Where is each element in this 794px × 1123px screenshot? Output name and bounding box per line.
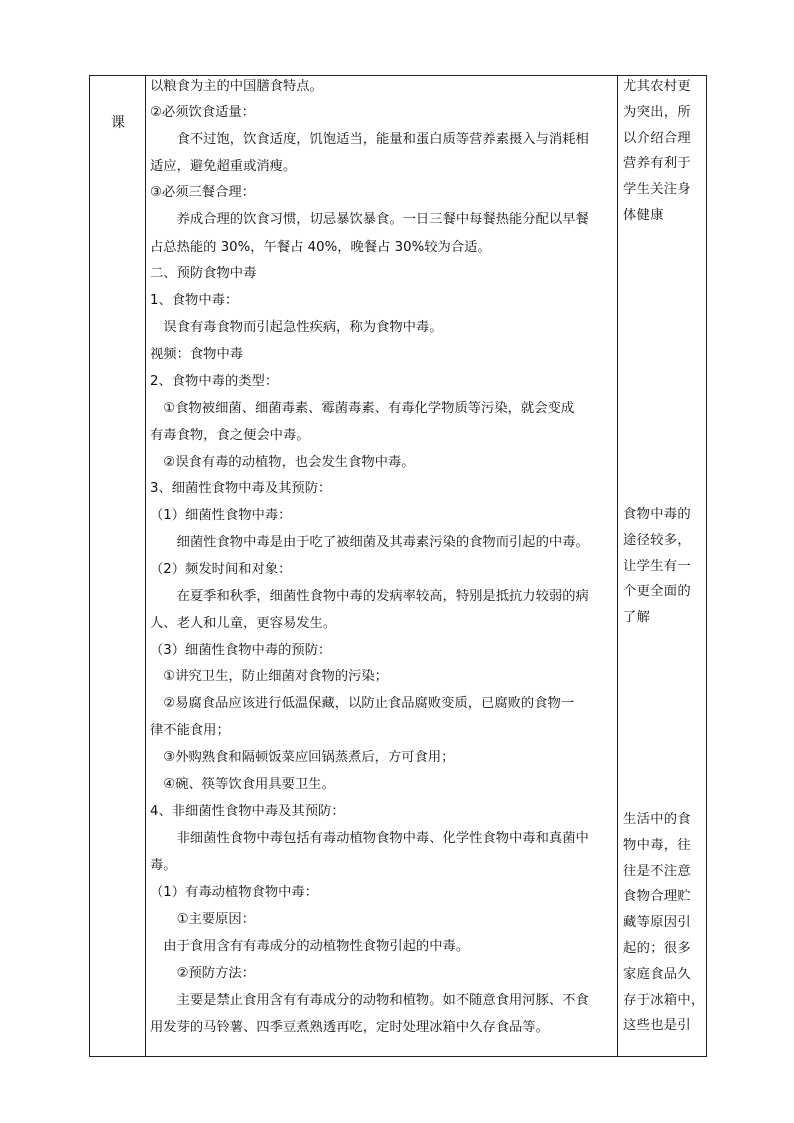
side-note-line: 生活中的食 — [623, 812, 691, 827]
side-note-line: 往是不注意 — [623, 863, 691, 879]
text-line: 养成合理的饮食习惯，切忌暴饮暴食。一日三餐中每餐热能分配以早餐 — [150, 212, 589, 227]
left-label: 课 — [111, 115, 125, 131]
column-divider-right — [617, 76, 618, 1056]
text-line: 1、食物中毒： — [150, 293, 239, 308]
text-line: ②误食有毒的动植物，也会发生食物中毒。 — [150, 455, 415, 470]
side-note-line: 藏等原因引 — [623, 915, 691, 931]
text-line: ①食物被细菌、细菌毒素、霉菌毒素、有毒化学物质等污染，就会变成 — [150, 401, 575, 416]
side-note-line: 家庭食品久 — [623, 966, 691, 982]
text-line: （2）频发时间和对象： — [150, 562, 292, 577]
left-label-cell — [90, 76, 145, 1056]
side-note-line: 起的；很多 — [623, 941, 691, 956]
side-note-line: 学生关注身 — [623, 182, 691, 198]
column-divider-left — [145, 76, 146, 1056]
side-note-line: 物中毒，往 — [623, 837, 691, 853]
text-line: 以粮食为主的中国膳食特点。 — [150, 79, 323, 94]
side-note-line: 了解 — [623, 610, 651, 626]
text-line: （1）细菌性食物中毒： — [150, 508, 292, 523]
side-note-line: 以介绍合理 — [623, 130, 691, 146]
text-line: 由于食用含有有毒成分的动植物性食物引起的中毒。 — [150, 939, 470, 954]
text-line: 律不能食用； — [150, 723, 230, 738]
text-line: 在夏季和秋季，细菌性食物中毒的发病率较高，特别是抵抗力较弱的病 — [150, 589, 589, 604]
text-line: ②易腐食品应该进行低温保藏，以防止食品腐败变质，已腐败的食物一 — [150, 696, 575, 711]
text-line: 误食有毒食物而引起急性疾病，称为食物中毒。 — [150, 320, 443, 335]
text-line: ②必须饮食适量： — [150, 105, 255, 120]
text-line: 有毒食物，食之便会中毒。 — [150, 428, 310, 443]
side-note-line: 让学生有一 — [623, 558, 691, 574]
text-line: 食不过饱，饮食适度，饥饱适当，能量和蛋白质等营养素摄入与消耗相 — [150, 132, 589, 147]
text-line: 毒。 — [150, 858, 177, 873]
text-line: 二、预防食物中毒 — [150, 266, 257, 281]
side-note-line: 体健康 — [623, 208, 664, 223]
side-note-line: 营养有利于 — [623, 156, 691, 172]
text-line: （3）细菌性食物中毒的预防： — [150, 643, 332, 658]
text-line: 用发芽的马铃薯、四季豆煮熟透再吃，定时处理冰箱中久存食品等。 — [150, 1020, 549, 1035]
side-note-line: 食物中毒的 — [623, 507, 691, 522]
text-line: ③必须三餐合理： — [150, 185, 255, 200]
side-note-line: 存于冰箱中， — [623, 992, 705, 1008]
text-line: 占总热能的 30%，午餐占 40%，晚餐占 30%较为合适。 — [150, 240, 491, 255]
side-note-line: 食物合理贮 — [623, 889, 691, 905]
text-line: 主要是禁止食用含有有毒成分的动物和植物。如不随意食用河豚、不食 — [150, 993, 589, 1008]
text-line: 细菌性食物中毒是由于吃了被细菌及其毒素污染的食物而引起的中毒。 — [150, 535, 589, 550]
text-line: 非细菌性食物中毒包括有毒动植物食物中毒、化学性食物中毒和真菌中 — [150, 831, 589, 846]
text-line: ①讲究卫生，防止细菌对食物的污染； — [150, 669, 388, 684]
side-note-line: 途径较多， — [623, 532, 691, 548]
text-line: 4、非细菌性食物中毒及其预防： — [150, 804, 345, 819]
text-line: ③外购熟食和隔顿饭菜应回锅蒸煮后，方可食用； — [150, 750, 455, 765]
side-note-line: 个更全面的 — [623, 584, 691, 600]
text-line: 视频：食物中毒 — [150, 347, 244, 362]
text-line: ②预防方法： — [150, 966, 255, 981]
text-line: ①主要原因： — [150, 912, 255, 927]
text-line: （1）有毒动植物食物中毒： — [150, 885, 319, 900]
text-line: 3、细菌性食物中毒及其预防： — [150, 481, 332, 496]
text-line: 2、食物中毒的类型： — [150, 374, 279, 389]
side-note-line: 为突出，所 — [623, 104, 691, 120]
side-note-line: 尤其农村更 — [623, 79, 691, 94]
text-line: 人、老人和儿童，更容易发生。 — [150, 616, 337, 631]
side-note-line: 这些也是引 — [623, 1018, 691, 1034]
text-line: ④碗、筷等饮食用具要卫生。 — [150, 777, 335, 792]
lesson-table — [89, 75, 707, 1057]
text-line: 适应，避免超重或消瘦。 — [150, 159, 297, 174]
